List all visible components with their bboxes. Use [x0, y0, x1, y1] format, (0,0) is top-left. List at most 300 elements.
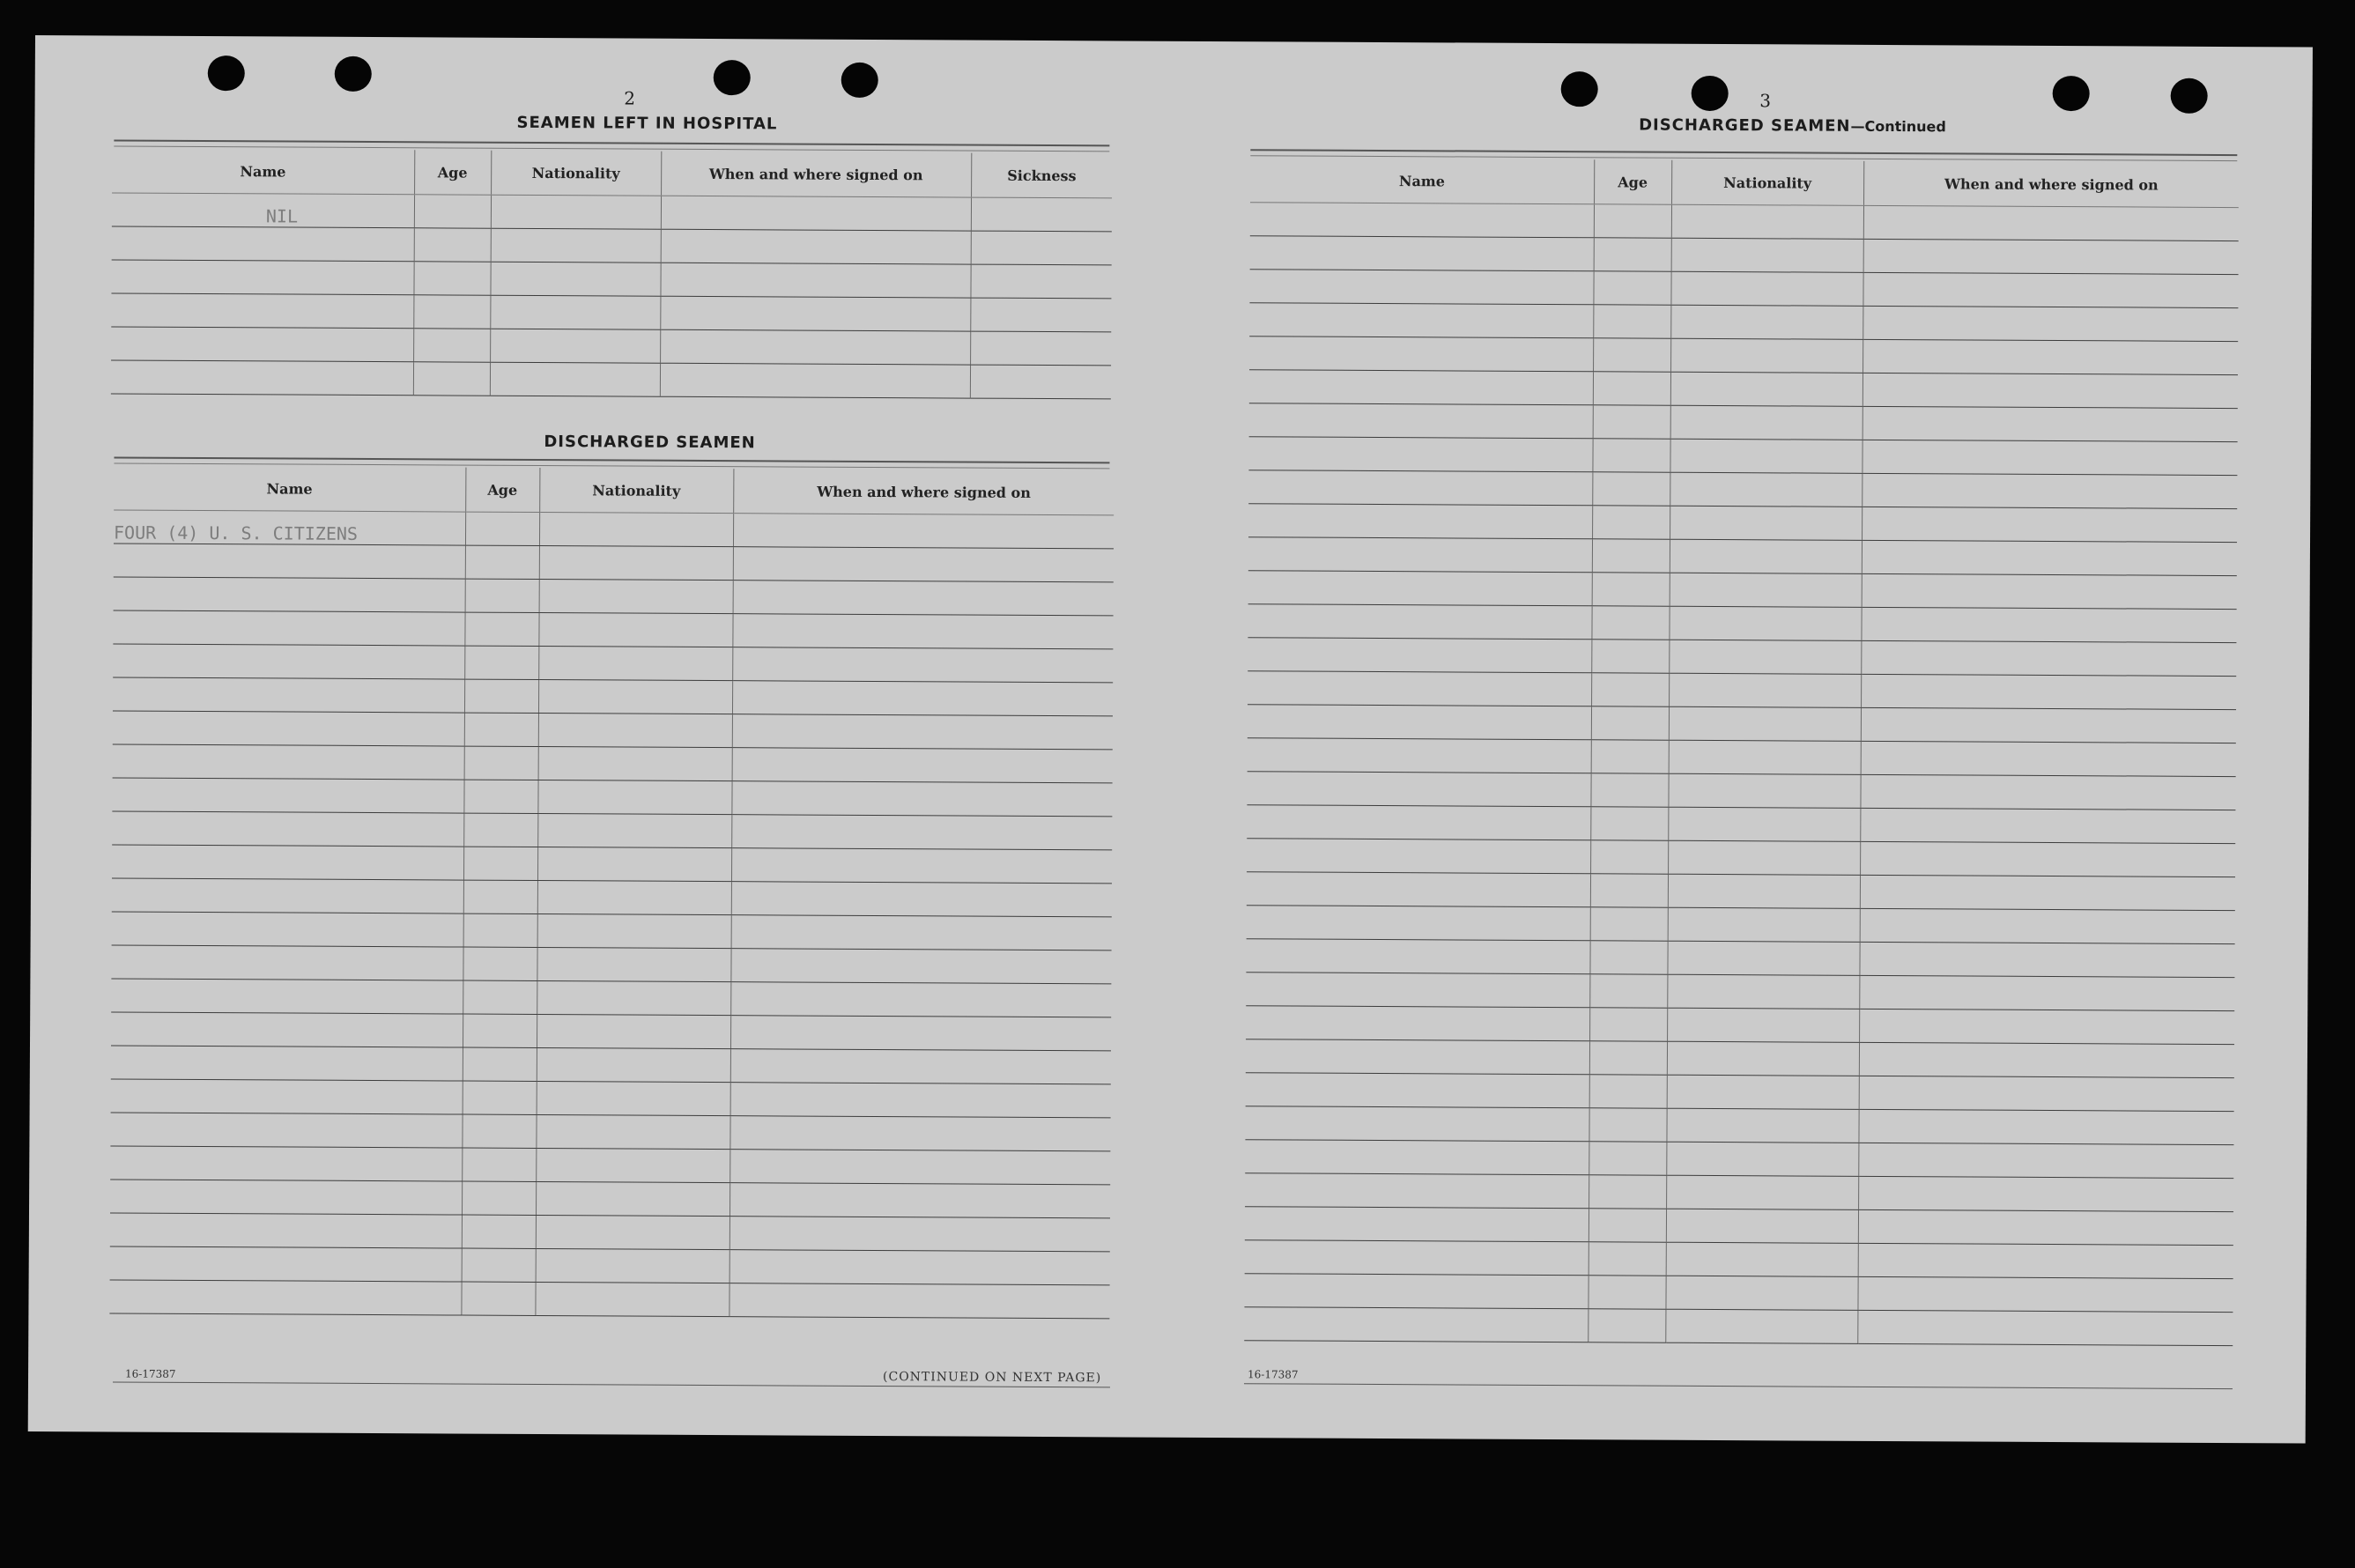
table-cell [1862, 440, 2237, 475]
table-cell [113, 644, 464, 679]
page-number: 3 [1759, 90, 1772, 112]
table-cell [1666, 1108, 1858, 1143]
continued-suffix: —Continued [1850, 117, 1946, 136]
table-row [1247, 805, 2235, 844]
table-cell [1666, 1242, 1858, 1276]
table-cell [537, 813, 731, 847]
punch-hole [1561, 71, 1598, 107]
table-cell [464, 746, 538, 780]
table-row [111, 327, 1111, 366]
table-cell [1862, 540, 2237, 575]
table-cell [1248, 537, 1592, 573]
table-row [1250, 236, 2239, 275]
column-header-signed-on: When and where signed on [661, 152, 971, 197]
table-cell [1591, 606, 1669, 640]
table-cell [660, 329, 970, 365]
table-cell [1246, 973, 1589, 1008]
table-cell [1860, 808, 2235, 843]
table-row [111, 1012, 1111, 1051]
table-cell [730, 1016, 1111, 1051]
table-cell [1589, 941, 1667, 974]
typed-entry: NIL [112, 193, 414, 228]
table-cell [113, 711, 464, 746]
table-cell [1592, 439, 1670, 472]
table-row [111, 1046, 1111, 1084]
table-cell [1249, 303, 1593, 338]
table-cell [1247, 872, 1590, 907]
table-cell [729, 1250, 1110, 1285]
table-cell [1590, 907, 1668, 941]
table-row [110, 1180, 1110, 1218]
table-cell [1248, 571, 1592, 606]
table-row [109, 1280, 1109, 1319]
table-cell [730, 1049, 1111, 1084]
table-cell [1857, 1276, 2233, 1312]
table-cell [661, 229, 971, 264]
table-row [114, 544, 1114, 582]
table-cell [971, 197, 1112, 232]
table-row [1244, 1274, 2233, 1313]
column-header-nationality: Nationality [491, 151, 661, 196]
table-cell [536, 1248, 729, 1283]
table-row [1249, 337, 2238, 375]
table-cell [1859, 942, 2234, 977]
table-cell [732, 614, 1113, 649]
table-cell [1593, 305, 1670, 338]
table-cell [1859, 1076, 2234, 1111]
table-row [110, 1246, 1110, 1285]
table-cell [660, 296, 970, 331]
table-cell [1863, 205, 2239, 240]
table-cell [463, 1081, 537, 1114]
table-row [112, 811, 1112, 850]
table-cell [110, 1113, 462, 1148]
table-cell [538, 680, 732, 714]
table-cell [1594, 204, 1671, 238]
table-cell [1589, 1242, 1666, 1276]
hospital-section-title: SEAMEN LEFT IN HOSPITAL [516, 113, 778, 134]
discharged-table [109, 465, 1114, 1319]
table-cell [490, 295, 660, 329]
table-cell [1589, 1175, 1666, 1209]
table-cell [1861, 640, 2236, 676]
table-cell [731, 882, 1112, 917]
hospital-table [111, 148, 1112, 399]
table-row [1247, 772, 2235, 810]
table-row [111, 979, 1111, 1017]
table-cell [1671, 204, 1863, 239]
table-cell [1665, 1276, 1857, 1310]
punch-hole [714, 60, 751, 95]
table-row [112, 193, 1112, 232]
table-cell [1668, 907, 1860, 942]
continued-title-text: DISCHARGED SEAMEN [1639, 115, 1851, 136]
column-header-signed-on: When and where signed on [733, 469, 1114, 515]
table-row [1246, 1073, 2234, 1112]
table-cell [110, 1213, 462, 1248]
table-cell [113, 610, 464, 646]
table-cell [463, 913, 537, 947]
table-cell [536, 1148, 729, 1182]
table-cell [1858, 1109, 2233, 1144]
table-cell [660, 263, 970, 298]
table-cell [1861, 674, 2236, 709]
table-cell [463, 847, 537, 880]
table-cell [462, 1248, 536, 1282]
table-cell [1589, 974, 1667, 1008]
table-cell [729, 1217, 1110, 1252]
table-cell [537, 847, 731, 881]
table-cell [1667, 1008, 1859, 1042]
table-cell [1590, 773, 1668, 807]
table-cell [1244, 1307, 1588, 1342]
table-row [1247, 872, 2235, 911]
table-cell [733, 581, 1114, 616]
punch-hole [208, 55, 245, 91]
table-cell [110, 1180, 462, 1215]
table-cell [1589, 1075, 1667, 1108]
table-cell [463, 980, 537, 1014]
table-cell [1246, 1073, 1589, 1108]
table-row [111, 260, 1111, 299]
column-header-sickness: Sickness [971, 153, 1112, 198]
table-row [1245, 1240, 2233, 1279]
table-cell [463, 813, 537, 847]
table-cell [463, 1047, 537, 1081]
table-cell [1668, 807, 1860, 841]
table-row [113, 610, 1113, 649]
table-cell [1588, 1309, 1665, 1342]
table-cell [538, 746, 732, 780]
table-cell [464, 679, 538, 713]
table-cell [414, 195, 491, 228]
table-cell [462, 1148, 536, 1181]
column-header-age: Age [1594, 159, 1671, 204]
table-row [1248, 537, 2237, 576]
table-cell [1670, 405, 1863, 440]
table-cell [111, 327, 413, 362]
table-row [1246, 1039, 2234, 1078]
table-row [1248, 604, 2236, 643]
table-row [110, 1146, 1110, 1185]
table-cell [537, 980, 730, 1015]
continued-section-title [1576, 115, 2008, 137]
table-row [111, 360, 1111, 399]
column-header-name: Name [112, 148, 414, 194]
table-cell [111, 1079, 463, 1114]
table-cell [114, 544, 465, 579]
table-cell [732, 647, 1113, 683]
table-cell [1861, 741, 2236, 776]
table-cell [732, 681, 1113, 716]
table-row [111, 1079, 1111, 1118]
table-cell [1248, 504, 1592, 539]
table-cell [111, 945, 463, 980]
table-cell [464, 713, 538, 746]
table-cell [535, 1282, 729, 1316]
table-cell [111, 293, 413, 329]
table-cell [1863, 406, 2238, 441]
table-cell [461, 1282, 535, 1315]
table-row [1250, 203, 2239, 241]
table-cell [1858, 1243, 2233, 1278]
table-cell [1861, 707, 2236, 743]
table-row [1248, 470, 2237, 509]
table-cell [113, 744, 464, 780]
table-row [113, 744, 1113, 783]
table-cell [465, 512, 539, 545]
table-cell [112, 778, 463, 813]
column-header-age: Age [414, 150, 491, 195]
table-cell [413, 362, 490, 396]
table-cell [112, 226, 414, 262]
table-cell [1589, 1008, 1667, 1041]
table-cell [462, 1215, 536, 1248]
table-cell [1590, 874, 1668, 907]
table-cell [1859, 1009, 2234, 1044]
table-cell [111, 1012, 463, 1047]
table-cell [1670, 338, 1863, 373]
discharged-section-title: DISCHARGED SEAMEN [544, 433, 756, 453]
table-cell [970, 331, 1111, 366]
table-cell [1858, 1176, 2233, 1211]
table-cell [729, 1183, 1110, 1218]
footer-rule [1244, 1383, 2233, 1389]
column-header-signed-on: When and where signed on [1863, 161, 2239, 208]
table-cell [112, 912, 463, 947]
table-row [1245, 1106, 2233, 1145]
table-cell [538, 714, 732, 748]
table-row [1245, 1140, 2233, 1179]
table-cell [1670, 472, 1862, 507]
table-cell [1247, 906, 1590, 941]
table-cell [536, 1181, 729, 1216]
table-cell [463, 1014, 537, 1047]
table-cell [1860, 841, 2235, 876]
table-cell [1863, 272, 2238, 307]
table-cell [1245, 1240, 1589, 1276]
table-cell [1667, 974, 1859, 1009]
table-cell [1667, 1075, 1859, 1109]
table-row [110, 1213, 1110, 1252]
table-cell [1589, 1041, 1667, 1075]
table-cell [1671, 238, 1863, 272]
table-cell [1860, 875, 2235, 910]
table-cell [1250, 236, 1594, 271]
table-cell [1589, 1209, 1666, 1242]
table-row [1248, 437, 2237, 476]
table-cell [729, 1150, 1110, 1185]
table-cell [413, 295, 490, 329]
table-row [1246, 939, 2234, 978]
table-cell [1670, 506, 1862, 540]
table-row [1245, 1173, 2233, 1212]
table-row [112, 878, 1112, 917]
table-cell [1247, 839, 1590, 874]
table-cell [1249, 270, 1593, 305]
table-cell [413, 262, 490, 295]
table-row [1248, 671, 2236, 710]
table-cell [729, 1283, 1109, 1319]
table-cell [1670, 539, 1862, 573]
table-cell [539, 546, 733, 581]
table-cell [536, 1215, 729, 1249]
table-cell [490, 362, 660, 396]
table-row [111, 293, 1111, 332]
table-cell [1665, 1309, 1857, 1343]
form-code: 16-17387 [1248, 1368, 1299, 1381]
table-cell [537, 780, 731, 814]
table-row [1249, 403, 2238, 442]
table-row [114, 577, 1114, 616]
table-row [113, 711, 1113, 750]
table-cell [1863, 306, 2238, 341]
table-cell [114, 577, 465, 612]
punch-hole [2171, 78, 2208, 114]
table-cell [537, 947, 730, 981]
table-row [112, 912, 1112, 950]
table-cell [731, 815, 1112, 850]
table-row [112, 845, 1112, 884]
table-cell [1248, 705, 1591, 740]
table-cell [1246, 939, 1589, 974]
column-header-nationality: Nationality [1671, 160, 1863, 206]
table-cell [1666, 1175, 1858, 1209]
table-cell [1245, 1140, 1589, 1175]
table-cell [1593, 271, 1670, 305]
table-cell [537, 1047, 730, 1082]
table-row [1249, 270, 2238, 308]
table-cell [1590, 807, 1668, 840]
table-cell [1666, 1209, 1858, 1243]
table-row [112, 226, 1112, 265]
table-cell [1591, 640, 1669, 673]
table-cell [111, 1046, 463, 1081]
table-row [1244, 1307, 2233, 1346]
table-cell [1862, 473, 2237, 508]
table-cell [661, 196, 971, 231]
table-row [1249, 303, 2238, 342]
table-cell [110, 1246, 462, 1282]
table-cell [1249, 370, 1593, 405]
table-cell [413, 329, 490, 362]
table-cell [113, 677, 464, 713]
column-header-age: Age [465, 468, 539, 513]
table-cell [1248, 470, 1592, 506]
table-cell [971, 231, 1112, 265]
column-header-nationality: Nationality [539, 468, 733, 514]
table-row [111, 945, 1111, 984]
table-cell [1588, 1276, 1665, 1309]
table-cell [1860, 774, 2235, 810]
table-cell [730, 1083, 1111, 1118]
table-cell [1244, 1274, 1588, 1309]
table-cell [1594, 238, 1671, 271]
table-cell [491, 195, 661, 229]
table-cell [539, 580, 733, 614]
table-cell [1670, 372, 1863, 406]
table-cell [1863, 239, 2239, 274]
table-cell [1245, 1106, 1589, 1142]
table-cell [1248, 604, 1591, 640]
table-cell [1589, 1108, 1666, 1142]
continued-note: (CONTINUED ON NEXT PAGE) [882, 1370, 1102, 1386]
punch-hole [841, 63, 878, 98]
table-cell [462, 1181, 536, 1215]
table-cell [1593, 372, 1670, 405]
table-cell [1591, 673, 1669, 706]
table-cell [1592, 472, 1670, 506]
table-cell [970, 298, 1111, 332]
table-cell [1591, 706, 1669, 740]
table-cell [462, 1114, 536, 1148]
table-cell [1590, 840, 1668, 874]
table-cell [1248, 738, 1591, 773]
table-cell [1248, 638, 1591, 673]
table-cell [463, 947, 537, 980]
table-cell [1591, 740, 1669, 773]
table-cell [1246, 1006, 1589, 1041]
table-row [1248, 504, 2237, 543]
table-cell [463, 880, 537, 913]
table-cell [110, 1146, 462, 1181]
table-row [1248, 571, 2237, 610]
table-cell [490, 262, 660, 296]
page-number: 2 [624, 87, 636, 109]
table-row [1245, 1207, 2233, 1246]
table-row [1248, 738, 2236, 777]
table-cell [414, 228, 491, 262]
table-cell [536, 1114, 729, 1149]
table-cell [1667, 1041, 1859, 1076]
punch-hole [2053, 76, 2090, 111]
table-cell [731, 781, 1112, 817]
right-page [1191, 41, 2313, 1444]
table-row [113, 677, 1113, 716]
table-cell [1669, 740, 1861, 774]
table-cell [660, 363, 970, 398]
table-cell [1592, 573, 1670, 606]
table-cell [109, 1280, 461, 1315]
table-cell [1247, 805, 1590, 840]
table-cell [1248, 437, 1592, 472]
table-cell [490, 329, 660, 363]
document-sheet [28, 35, 2313, 1444]
table-cell [730, 949, 1111, 984]
table-cell [1670, 271, 1863, 306]
table-cell [1668, 840, 1860, 875]
form-code: 16-17387 [125, 1367, 176, 1380]
table-cell [1860, 908, 2235, 943]
table-row [112, 778, 1112, 817]
table-cell [731, 848, 1112, 884]
table-cell [1668, 874, 1860, 908]
table-cell [538, 613, 732, 647]
table-cell [537, 1014, 730, 1048]
table-cell [1250, 203, 1594, 238]
table-cell [1862, 507, 2237, 542]
table-cell [1670, 305, 1863, 339]
table-cell [111, 979, 463, 1014]
table-row [1246, 973, 2234, 1011]
punch-hole [335, 56, 372, 92]
table-cell [1858, 1209, 2233, 1245]
table-cell [1589, 1142, 1666, 1175]
table-row [110, 1113, 1110, 1151]
table-cell [539, 513, 733, 547]
table-cell [1669, 706, 1861, 741]
table-row [1248, 638, 2236, 677]
